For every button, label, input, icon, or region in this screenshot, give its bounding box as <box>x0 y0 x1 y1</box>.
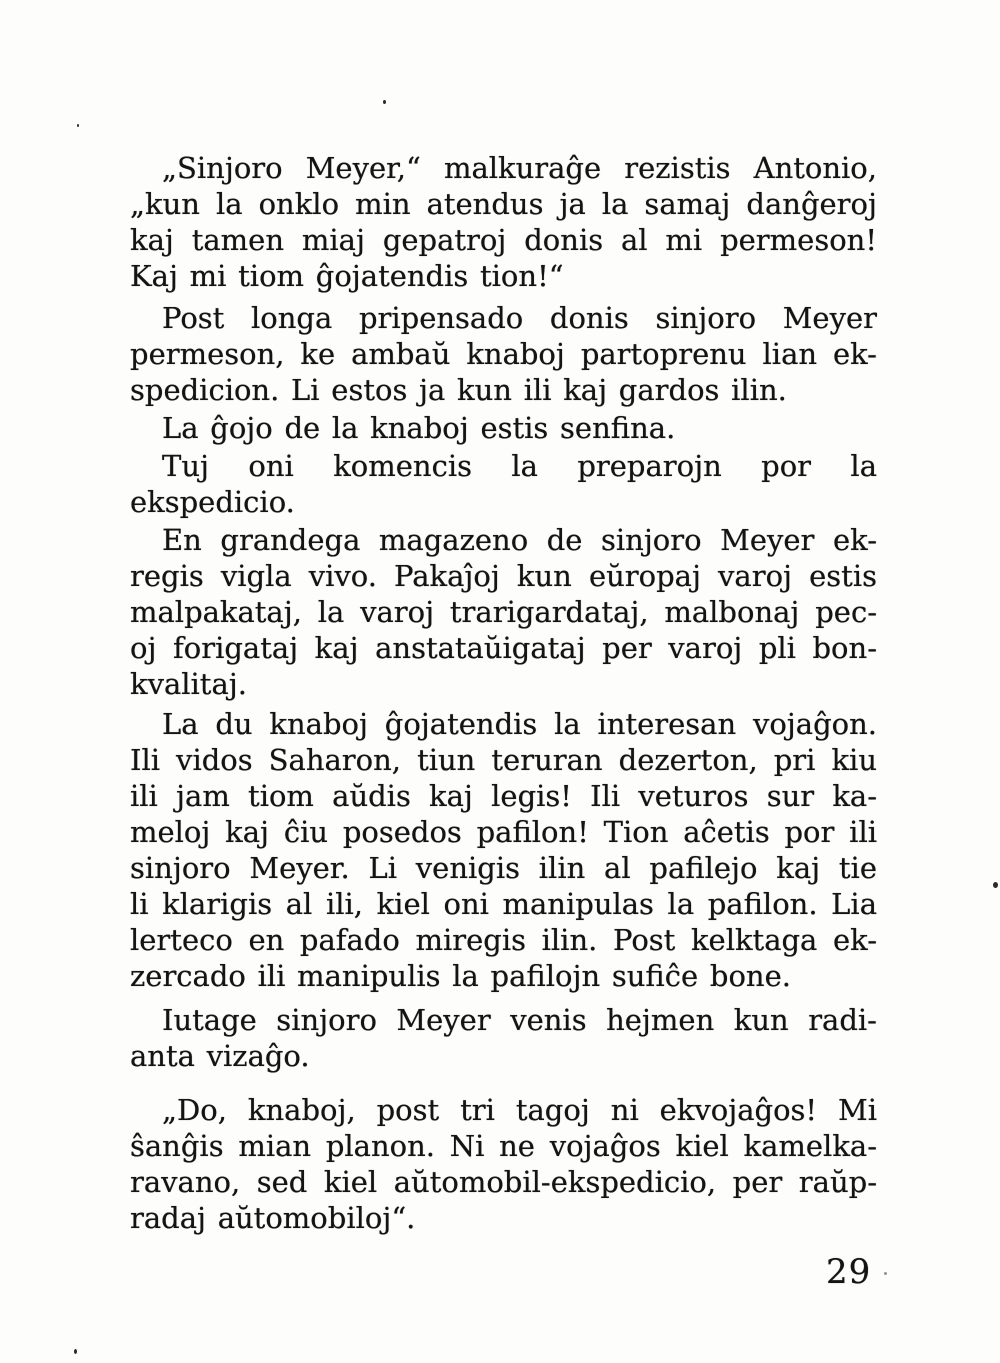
text-line: permeson, ke ambaŭ knaboj partoprenu lian ek- <box>130 337 877 371</box>
text-line: zercado ili manipulis la pafilojn sufiĉe bone. <box>130 959 791 993</box>
text-line: oj forigataj kaj anstataŭigataj per varoj pli bon- <box>130 631 877 665</box>
page-number: 29 <box>826 1252 872 1292</box>
text-line: La ĝojo de la knaboj estis senfina. <box>162 411 676 445</box>
text-line: La du knaboj ĝojatendis la interesan vojaĝon. <box>162 707 877 741</box>
text-line: ŝanĝis mian planon. Ni ne vojaĝos kiel kamelka- <box>130 1129 877 1163</box>
text-line: lerteco en pafado miregis ilin. Post kelktaga ek- <box>130 923 877 957</box>
text-line: kaj tamen miaj gepatroj donis al mi permeson! <box>130 223 877 257</box>
text-line: „kun la onklo min atendus ja la samaj danĝeroj <box>130 187 877 221</box>
text-line: Iutage sinjoro Meyer venis hejmen kun radi- <box>162 1003 877 1037</box>
text-line: regis vigla vivo. Pakaĵoj kun eŭropaj varoj estis <box>130 559 877 593</box>
paragraph <box>130 1002 877 1074</box>
text-line: „Do, knaboj, post tri tagoj ni ekvojaĝos! Mi <box>162 1093 877 1127</box>
scan-speck <box>77 124 79 127</box>
paragraph <box>130 448 877 520</box>
paragraph <box>130 1092 877 1236</box>
text-line: meloj kaj ĉiu posedos pafilon! Tion aĉetis por ili <box>130 815 877 849</box>
paragraph <box>130 300 877 408</box>
text-line: sinjoro Meyer. Li venigis ilin al pafilejo kaj tie <box>130 851 877 885</box>
text-line: li klarigis al ili, kiel oni manipulas la pafilon. Lia <box>130 887 877 921</box>
text-line: Post longa pripensado donis sinjoro Meyer <box>162 301 877 335</box>
text-line: kvalitaj. <box>130 667 247 701</box>
text-line: „Sinjoro Meyer,“ malkuraĝe rezistis Antonio, <box>162 151 877 185</box>
scan-speck <box>74 1349 77 1354</box>
scan-speck <box>993 882 998 888</box>
text-line: malpakataj, la varoj trarigardataj, malbonaj pec- <box>130 595 877 629</box>
paragraph <box>130 410 877 446</box>
paragraph <box>130 706 877 994</box>
text-line: anta vizaĝo. <box>130 1039 310 1073</box>
scan-speck <box>383 100 386 104</box>
scan-speck <box>884 1272 887 1275</box>
text-line: spedicion. Li estos ja kun ili kaj gardos ilin. <box>130 373 787 407</box>
paragraph <box>130 150 877 294</box>
text-line: Tuj oni komencis la preparojn por la ekspedicio. <box>130 449 877 519</box>
text-line: Ili vidos Saharon, tiun teruran dezerton, pri kiu <box>130 743 877 777</box>
text-line: ravano, sed kiel aŭtomobil-ekspedicio, per raŭp- <box>130 1165 877 1199</box>
text-line: En grandega magazeno de sinjoro Meyer ek- <box>162 523 877 557</box>
text-line: Kaj mi tiom ĝojatendis tion!“ <box>130 259 564 293</box>
paragraph <box>130 522 877 702</box>
text-line: radaj aŭtomobiloj“. <box>130 1201 416 1235</box>
text-line: ili jam tiom aŭdis kaj legis! Ili veturos sur ka- <box>130 779 877 813</box>
text-block <box>130 150 877 1236</box>
